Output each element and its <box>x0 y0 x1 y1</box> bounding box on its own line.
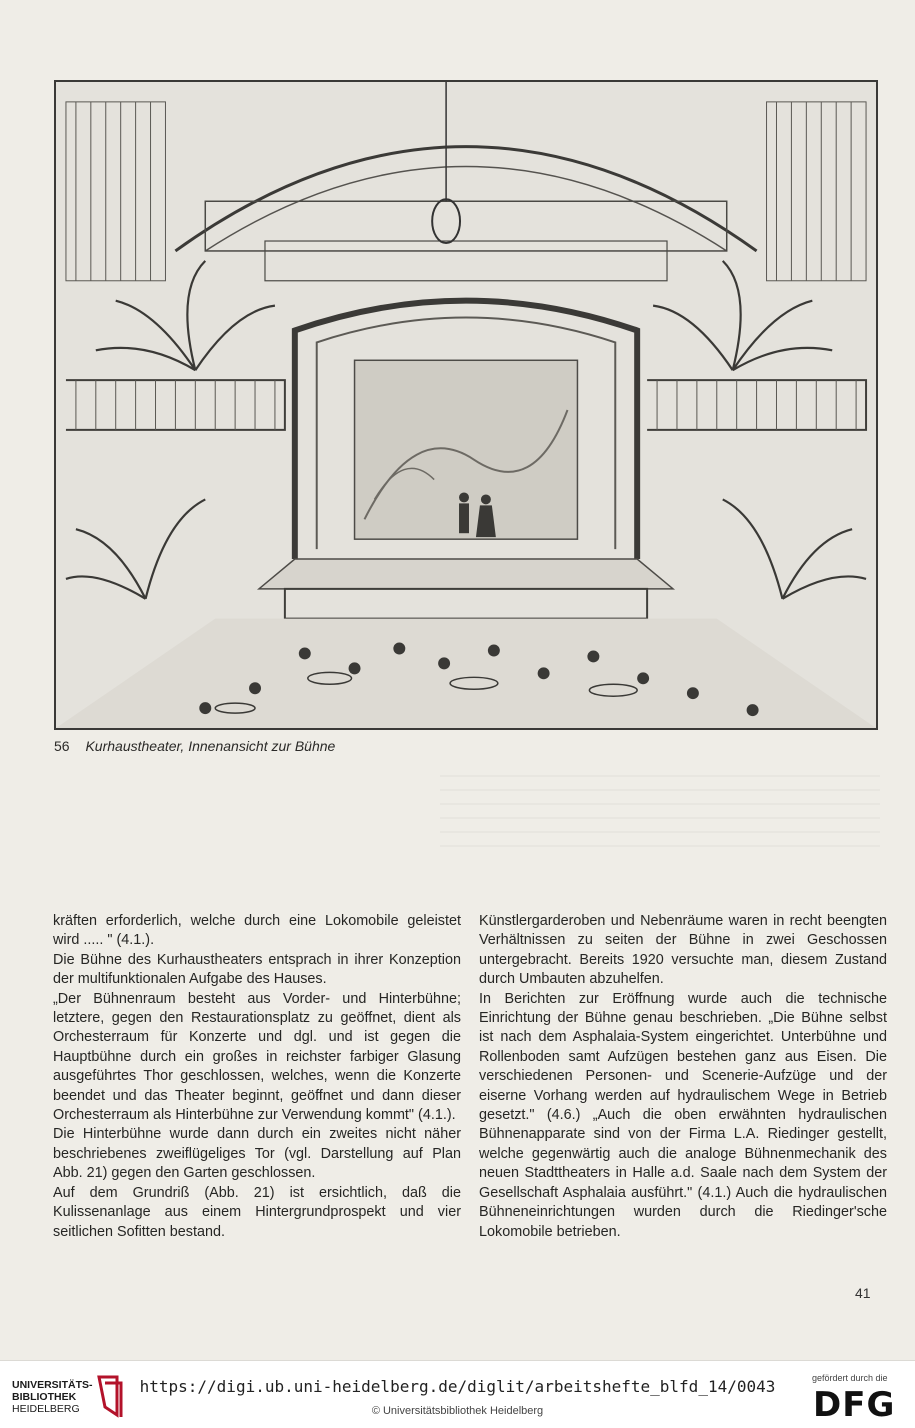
permalink-url[interactable]: https://digi.ub.uni-heidelberg.de/diglit/arbeitshefte_blfd_14/0043 <box>139 1377 776 1396</box>
viewer-footer <box>0 1360 915 1428</box>
paragraph: Die Bühne des Kurhaustheaters entsprach in ihrer Konzeption der multifunktionalen Aufgabe des Hauses. <box>53 951 461 988</box>
paragraph: Künstlergarderoben und Nebenräume waren in recht beengten Verhältnissen zu seiten der Bühne in zwei Geschossen untergebracht. Bereits 1920 versuchte man, diesem Zustand durch Umbauten abzuhelfen. <box>479 913 887 988</box>
paragraph: Die Hinterbühne wurde dann durch ein zweites nicht näher beschriebenes zweiflügeliges Tor (vgl. Darstellung auf Plan Abb. 21) gegen den Garten geschlossen. <box>53 1126 461 1182</box>
dfg-logo[interactable]: DFG <box>813 1385 896 1425</box>
left-column <box>53 912 461 1242</box>
figure-caption-text: Kurhaustheater, Innenansicht zur Bühne <box>85 738 336 754</box>
theater-interior-illustration <box>54 80 878 730</box>
paragraph: „Der Bühnenraum besteht aus Vorder- und Hinterbühne; letztere, gegen den Restaurationsplatz zu geöffnet, dient als Orchesterraum für Konzerte und dgl. und ist gegen die Hauptbühne durch ein großes in reichster farbiger Glasung ausgeführtes Thor geschlossen, welches, wenn die Konzerte beendet und das Theater beginnt, geöffnet und dann dieser Orchesterraum als Hinterbühne zur Verwendung kommt" (4.1.). <box>53 990 461 1124</box>
library-name-line2: BIBLIOTHEK <box>12 1391 77 1403</box>
copyright-notice: © Universitätsbibliothek Heidelberg <box>371 1405 544 1417</box>
illustration-drawing <box>56 82 876 728</box>
paragraph: Auf dem Grundriß (Abb. 21) ist ersichtlich, daß die Kulissenanlage aus einem Hintergrundprospekt und vier seitlichen Sofitten bestand. <box>53 1184 461 1240</box>
figure-number: 56 <box>54 738 70 754</box>
page-number: 41 <box>855 1285 871 1301</box>
bleed-through-area <box>440 775 880 855</box>
funding-label: gefördert durch die <box>812 1373 888 1383</box>
figure-caption <box>54 738 335 754</box>
library-name-line1: UNIVERSITÄTS- <box>12 1379 93 1391</box>
paragraph: In Berichten zur Eröffnung wurde auch die technische Einrichtung der Bühne genau beschrieben. „Die Bühne selbst ist nach dem Asphalaia-System eingerichtet. Unterbühne und Rollenboden samt Aufzügen bestehen ganz aus Eisen. Die verschiedenen Personen- und Scenerie-Aufzüge und der eiserne Vorhang werden auf hydraulischem Wege in Betrieb gesetzt." (4.6.) „Auch die oben erwähnten hydraulischen Bühnenapparate sind von der Firma L.A. Riedinger gestellt, welche gegenwärtig auch die analoge Bühnenmechanik des neuen Stadttheaters in Halle a.d. Saale nach dem System der Gesellschaft Asphalaia ausführt." (4.1.) Auch die hydraulischen Bühneneinrichtungen wurden durch die Riedinger'sche Lokomobile betrieben. <box>479 990 887 1240</box>
paragraph: kräften erforderlich, welche durch eine Lokomobile geleistet wird ..... " (4.1.). <box>53 913 461 949</box>
right-column <box>479 912 887 1242</box>
library-name-line3: HEIDELBERG <box>12 1403 80 1415</box>
